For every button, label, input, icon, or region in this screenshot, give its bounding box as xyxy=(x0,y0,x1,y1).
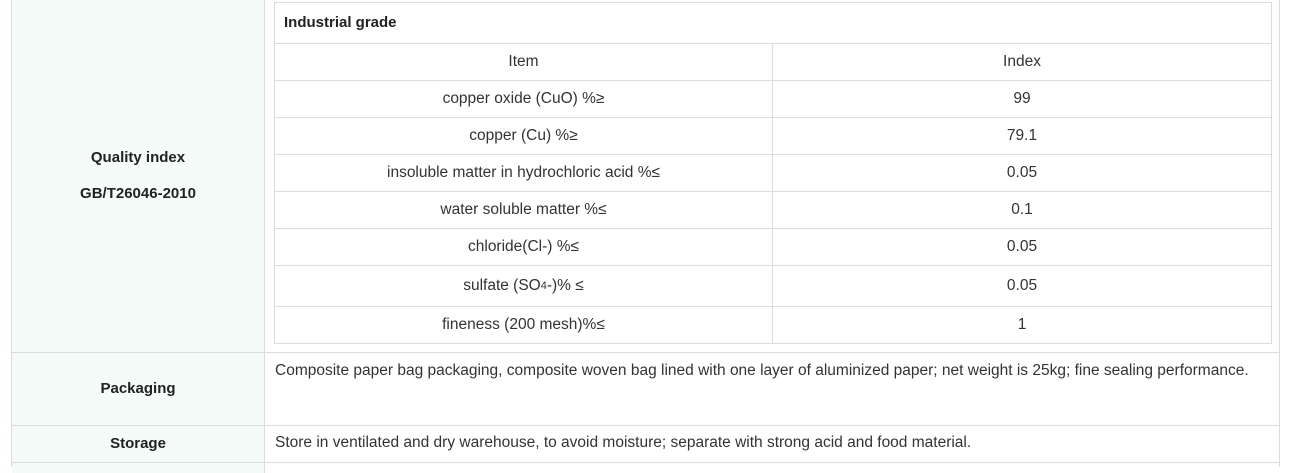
row-index: 0.05 xyxy=(1006,277,1038,294)
packaging-label-text: Packaging xyxy=(100,380,176,397)
table-row xyxy=(275,118,1271,155)
table-row xyxy=(275,192,1271,229)
row-item: copper oxide (CuO) %≥ xyxy=(275,81,773,117)
quality-standard-code: GB/T26046-2010 xyxy=(80,185,196,202)
row-item: water soluble matter %≤ xyxy=(275,192,773,228)
header-item: Item xyxy=(275,44,773,80)
quality-index-label xyxy=(12,0,265,352)
packaging-text: Composite paper bag packaging, composite woven bag lined with one layer of aluminized paper; net weight is 25kg; fine sealing performance. xyxy=(275,362,1249,379)
grade-header-row xyxy=(275,44,1271,81)
row-index: 0.1 xyxy=(1011,201,1033,218)
packaging-content xyxy=(265,353,1279,425)
row-index: 99 xyxy=(1013,90,1031,107)
row-index: 0.05 xyxy=(1006,238,1038,255)
grade-title: Industrial grade xyxy=(275,3,1271,44)
row-item: insoluble matter in hydrochloric acid %≤ xyxy=(275,155,773,191)
header-index: Index xyxy=(1003,53,1041,70)
row-index: 79.1 xyxy=(1006,127,1038,144)
storage-row xyxy=(12,426,1279,463)
row-item: sulfate (SO 4 -)% ≤ xyxy=(275,266,773,306)
industrial-grade-table xyxy=(274,2,1272,344)
sulfate-text-pre: sulfate (SO xyxy=(463,277,541,294)
next-row-label xyxy=(12,463,265,473)
table-row xyxy=(275,307,1271,343)
spec-table xyxy=(11,0,1280,467)
storage-content xyxy=(265,426,1279,462)
storage-label-text: Storage xyxy=(110,435,166,452)
storage-text: Store in ventilated and dry warehouse, to avoid moisture; separate with strong acid and food material. xyxy=(275,434,972,451)
table-row xyxy=(275,229,1271,266)
quality-index-title: Quality index xyxy=(90,149,186,166)
next-row xyxy=(12,463,1279,473)
row-item: chloride(Cl-) %≤ xyxy=(275,229,773,265)
row-index: 1 xyxy=(1017,316,1027,333)
storage-label xyxy=(12,426,265,462)
sulfate-text-post: -)% ≤ xyxy=(546,277,584,294)
table-row xyxy=(275,155,1271,192)
table-row xyxy=(275,266,1271,307)
table-row xyxy=(275,81,1271,118)
row-item: fineness (200 mesh)%≤ xyxy=(275,307,773,343)
row-item: copper (Cu) %≥ xyxy=(275,118,773,154)
row-index: 0.05 xyxy=(1006,164,1038,181)
packaging-row xyxy=(12,353,1279,426)
packaging-label xyxy=(12,353,265,425)
